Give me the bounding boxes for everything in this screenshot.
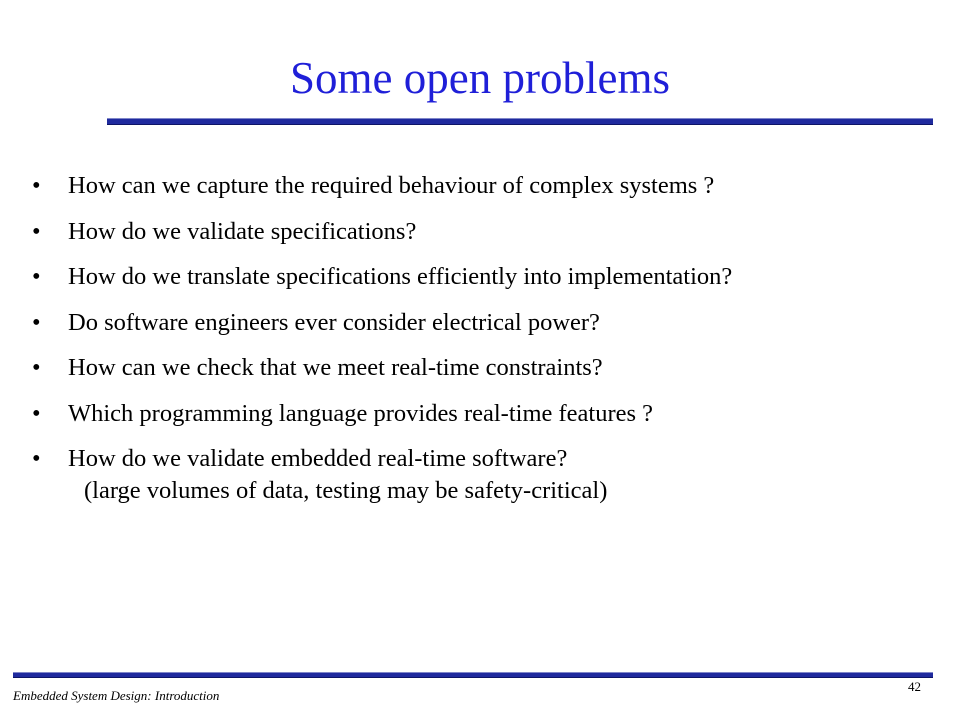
- footer-label: Embedded System Design: Introduction: [13, 688, 220, 703]
- bullet-text: How do we validate specifications?: [68, 217, 417, 245]
- bullet-icon: •: [32, 172, 41, 199]
- bullet-icon: •: [32, 445, 41, 472]
- page-number: 42: [908, 679, 921, 694]
- bullet-text: How do we validate embedded real-time software?: [68, 445, 568, 472]
- bullet-item: [28, 352, 948, 384]
- bullet-text: Do software engineers ever consider electrical power?: [68, 308, 600, 336]
- bullet-subtext: (large volumes of data, testing may be safety-critical): [84, 477, 608, 504]
- title-divider: [107, 118, 933, 125]
- bullet-item: [28, 398, 948, 430]
- bullet-text: How can we capture the required behaviour of complex systems ?: [68, 172, 715, 199]
- footer-divider: [13, 672, 933, 678]
- bullet-item: [28, 170, 948, 202]
- slide-title: Some open problems: [290, 53, 670, 103]
- bullet-icon: •: [32, 399, 41, 427]
- bullet-item: [28, 261, 948, 293]
- bullet-icon: •: [32, 263, 41, 290]
- bullet-item: [28, 443, 948, 507]
- bullet-icon: •: [32, 308, 41, 336]
- bullet-text: How do we translate specifications efficiently into implementation?: [68, 263, 733, 290]
- bullet-list: [28, 170, 948, 521]
- bullet-item: [28, 216, 948, 248]
- bullet-item: [28, 307, 948, 339]
- bullet-icon: •: [32, 217, 41, 245]
- bullet-text: How can we check that we meet real-time constraints?: [68, 354, 603, 381]
- bullet-icon: •: [32, 354, 41, 381]
- bullet-text: Which programming language provides real-time features ?: [68, 399, 654, 427]
